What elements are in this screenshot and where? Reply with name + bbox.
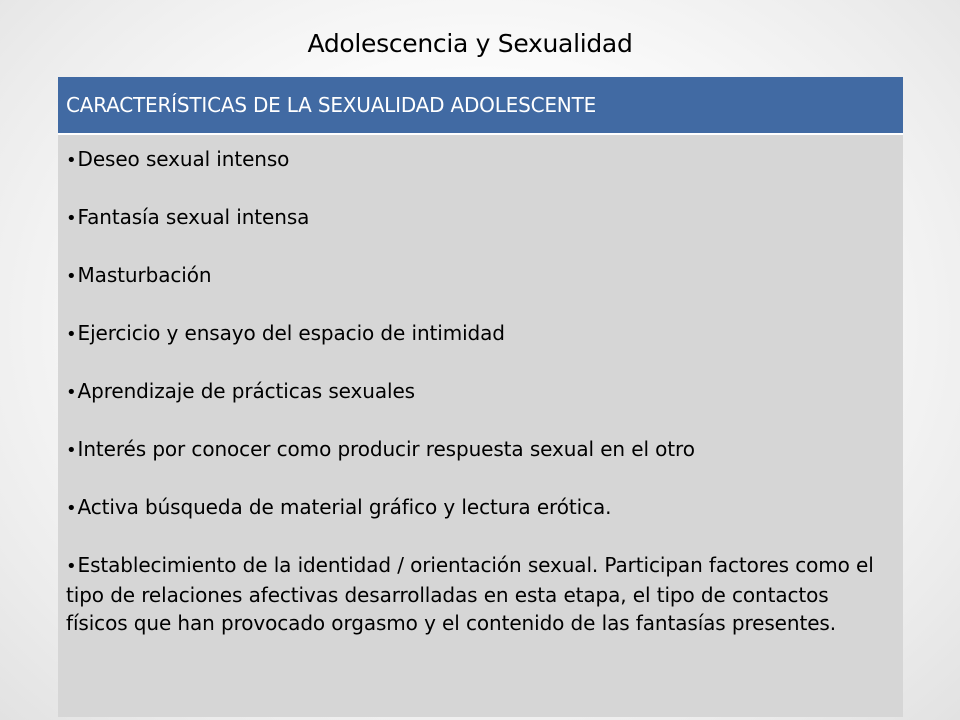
bullet-icon: • <box>66 556 77 577</box>
list-item <box>66 435 893 465</box>
item-text: Interés por conocer como producir respuesta sexual en el otro <box>77 437 695 461</box>
item-text: Aprendizaje de prácticas sexuales <box>77 379 415 403</box>
item-text: Deseo sexual intenso <box>77 147 290 171</box>
bullet-icon: • <box>66 440 77 461</box>
table-header: CARACTERÍSTICAS DE LA SEXUALIDAD ADOLESCENTE <box>58 77 903 133</box>
list-item <box>66 377 893 407</box>
characteristics-table <box>58 77 903 717</box>
list-item <box>66 261 893 291</box>
slide-title: Adolescencia y Sexualidad <box>307 29 633 58</box>
bullet-icon: • <box>66 208 77 229</box>
list-item <box>66 145 893 175</box>
bullet-icon: • <box>66 324 77 345</box>
bullet-icon: • <box>66 382 77 403</box>
bullet-icon: • <box>66 266 77 287</box>
list-item <box>66 319 893 349</box>
list-item <box>66 203 893 233</box>
list-item <box>66 493 893 523</box>
item-text: Fantasía sexual intensa <box>77 205 310 229</box>
item-text: Ejercicio y ensayo del espacio de intimidad <box>77 321 505 345</box>
bullet-icon: • <box>66 498 77 519</box>
table-body <box>58 133 903 717</box>
bullet-icon: • <box>66 150 77 171</box>
item-text: Activa búsqueda de material gráfico y lectura erótica. <box>77 495 612 519</box>
list-item <box>66 551 893 637</box>
item-text: Masturbación <box>77 263 212 287</box>
item-text: Establecimiento de la identidad / orientación sexual. Participan factores como el tipo de relaciones afectivas desarrolladas en esta etapa, el tipo de contactos físicos que han provocado orgasmo y el contenido de las fantasías presentes. <box>66 553 874 635</box>
